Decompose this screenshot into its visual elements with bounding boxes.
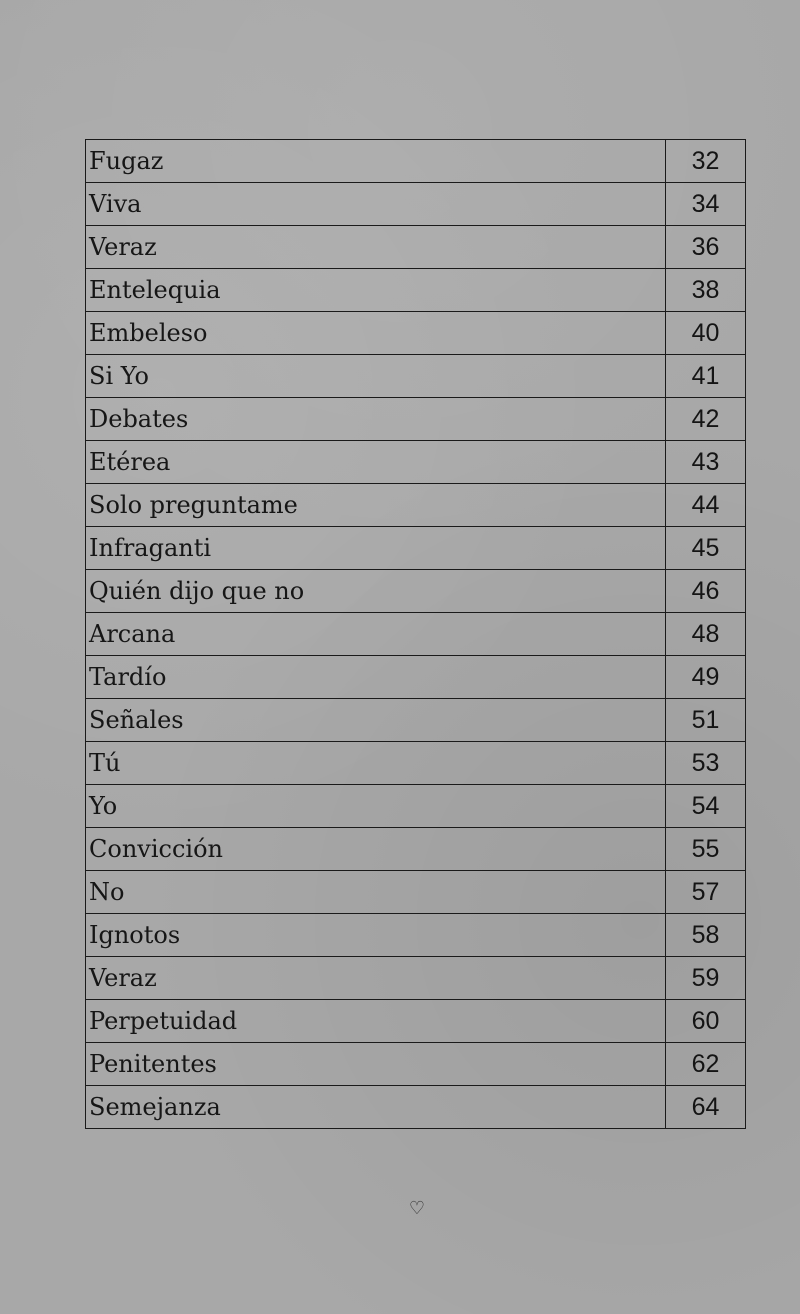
entry-page-number: 62 [666,1043,746,1086]
entry-title: Convicción [86,828,666,871]
table-row [86,226,746,269]
table-row [86,1000,746,1043]
entry-page-number: 48 [666,613,746,656]
entry-title: Viva [86,183,666,226]
table-row [86,570,746,613]
entry-page-number: 40 [666,312,746,355]
heart-icon: ♡ [408,1198,426,1219]
entry-page-number: 49 [666,656,746,699]
entry-title: Veraz [86,226,666,269]
entry-title: Debates [86,398,666,441]
table-row [86,527,746,570]
table-row [86,1086,746,1129]
table-row [86,871,746,914]
entry-page-number: 46 [666,570,746,613]
table-row [86,699,746,742]
entry-title: Ignotos [86,914,666,957]
entry-title: Señales [86,699,666,742]
entry-page-number: 32 [666,140,746,183]
entry-page-number: 54 [666,785,746,828]
entry-title: Infraganti [86,527,666,570]
entry-title: Yo [86,785,666,828]
table-row [86,742,746,785]
entry-page-number: 42 [666,398,746,441]
entry-title: Semejanza [86,1086,666,1129]
table-row [86,355,746,398]
entry-page-number: 44 [666,484,746,527]
table-row [86,914,746,957]
table-row [86,957,746,1000]
table-row [86,484,746,527]
entry-page-number: 38 [666,269,746,312]
entry-page-number: 51 [666,699,746,742]
entry-title: Solo preguntame [86,484,666,527]
entry-page-number: 57 [666,871,746,914]
entry-title: Quién dijo que no [86,570,666,613]
table-row [86,269,746,312]
toc-body [86,140,746,1129]
table-row [86,441,746,484]
entry-page-number: 60 [666,1000,746,1043]
entry-title: Veraz [86,957,666,1000]
table-row [86,312,746,355]
entry-page-number: 58 [666,914,746,957]
table-row [86,1043,746,1086]
table-of-contents [85,139,746,1129]
table-row [86,613,746,656]
entry-page-number: 41 [666,355,746,398]
entry-page-number: 36 [666,226,746,269]
entry-page-number: 34 [666,183,746,226]
table-row [86,828,746,871]
entry-page-number: 43 [666,441,746,484]
entry-page-number: 64 [666,1086,746,1129]
entry-page-number: 59 [666,957,746,1000]
entry-page-number: 55 [666,828,746,871]
table-row [86,785,746,828]
entry-title: Si Yo [86,355,666,398]
entry-title: Entelequia [86,269,666,312]
entry-title: Perpetuidad [86,1000,666,1043]
table-row [86,656,746,699]
table-row [86,183,746,226]
entry-title: Fugaz [86,140,666,183]
entry-title: No [86,871,666,914]
entry-title: Penitentes [86,1043,666,1086]
table-row [86,398,746,441]
entry-page-number: 45 [666,527,746,570]
entry-title: Arcana [86,613,666,656]
entry-title: Tú [86,742,666,785]
entry-title: Embeleso [86,312,666,355]
entry-page-number: 53 [666,742,746,785]
table-row [86,140,746,183]
entry-title: Tardío [86,656,666,699]
entry-title: Etérea [86,441,666,484]
